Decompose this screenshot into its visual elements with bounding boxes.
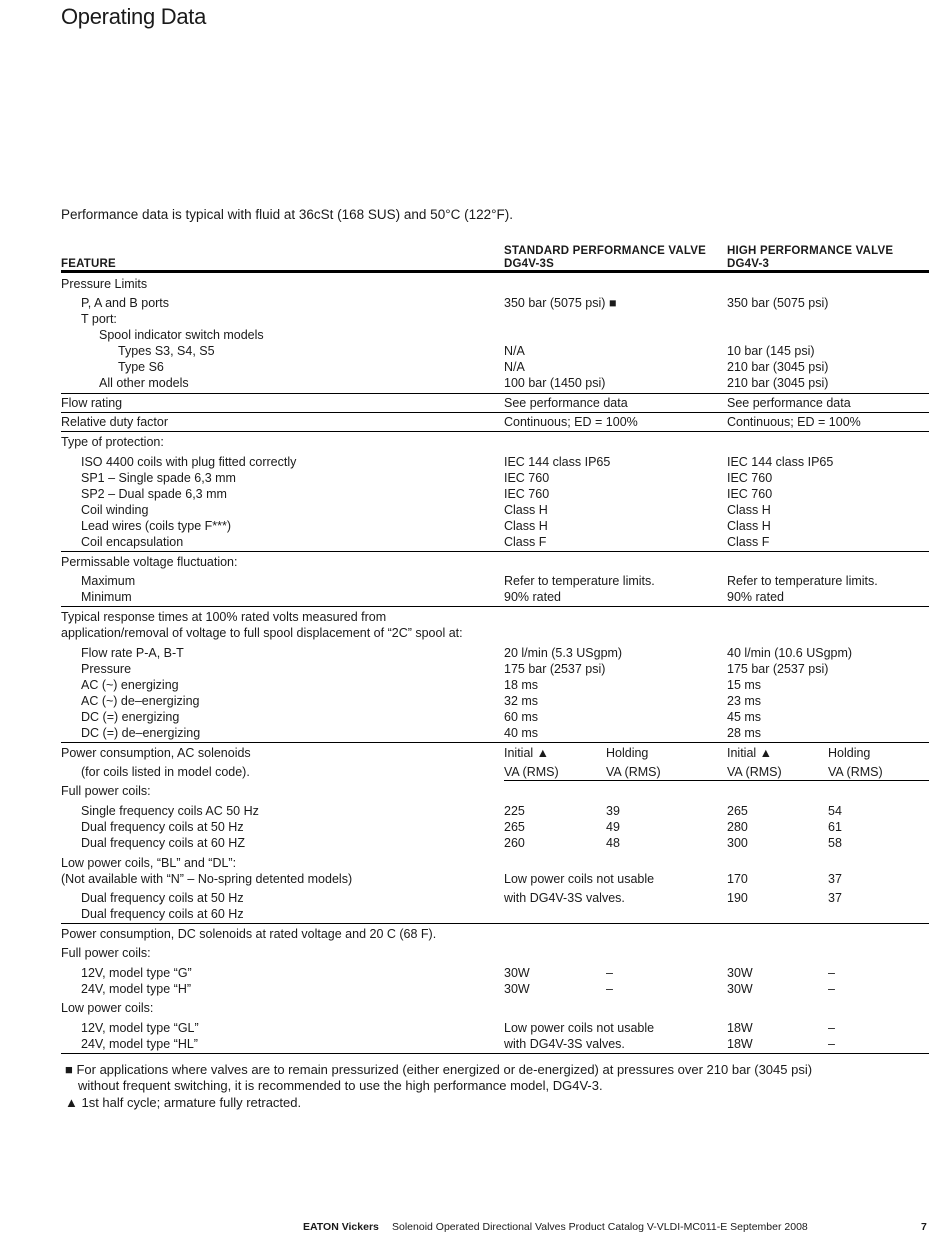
feature-cell: 24V, model type “H”	[81, 982, 192, 996]
high-value: IEC 144 class IP65	[727, 455, 834, 469]
high-value: IEC 760	[727, 487, 773, 501]
high-value: Class F	[727, 535, 770, 549]
table-row	[61, 855, 929, 871]
standard-value: with DG4V-3S valves.	[504, 891, 625, 905]
high-value: 18W	[727, 1021, 753, 1035]
table-row	[61, 945, 929, 961]
footnote-square	[65, 1062, 812, 1094]
standard-holding-value: –	[606, 966, 613, 980]
section-rule	[61, 606, 929, 607]
table-row	[61, 1000, 929, 1016]
high-value: IEC 760	[727, 471, 773, 485]
table-row	[61, 518, 929, 534]
feature-cell: AC (~) energizing	[81, 678, 179, 692]
high-holding-value: 61	[828, 820, 842, 834]
table-row	[61, 573, 929, 589]
high-value: 45 ms	[727, 710, 762, 724]
standard-holding-value: 48	[606, 836, 620, 850]
table-row	[61, 1036, 929, 1052]
table-row	[61, 783, 929, 799]
feature-cell: 12V, model type “GL”	[81, 1021, 199, 1035]
section-rule	[61, 923, 929, 924]
feature-cell: Full power coils:	[61, 784, 151, 798]
table-row	[61, 625, 929, 641]
standard-holding-value: 39	[606, 804, 620, 818]
table-row	[61, 343, 929, 359]
table-row	[61, 764, 929, 780]
table-row	[61, 589, 929, 605]
high-holding-value: 54	[828, 804, 842, 818]
footer-catalog: Solenoid Operated Directional Valves Product Catalog V-VLDI-MC011-E September 2008	[392, 1221, 808, 1233]
feature-cell: Dual frequency coils at 60 Hz	[81, 907, 244, 921]
table-row	[61, 709, 929, 725]
standard-value: 225	[504, 804, 525, 818]
feature-cell: (Not available with “N” – No-spring detented models)	[61, 872, 353, 886]
high-value: VA (RMS)	[727, 765, 782, 779]
feature-cell: SP2 – Dual spade 6,3 mm	[81, 487, 227, 501]
feature-cell: Spool indicator switch models	[99, 328, 264, 342]
table-row	[61, 534, 929, 550]
high-value: 23 ms	[727, 694, 762, 708]
high-value: 28 ms	[727, 726, 762, 740]
high-holding-value: –	[828, 966, 835, 980]
standard-value: See performance data	[504, 396, 628, 410]
section-rule	[61, 393, 929, 394]
table-row	[61, 414, 929, 430]
standard-value: N/A	[504, 344, 525, 358]
standard-value: Refer to temperature limits.	[504, 574, 655, 588]
feature-cell: ISO 4400 coils with plug fitted correctly	[81, 455, 297, 469]
table-row	[61, 890, 929, 906]
table-row	[61, 803, 929, 819]
standard-value: Continuous; ED = 100%	[504, 415, 638, 429]
high-value: 90% rated	[727, 590, 784, 604]
table-row	[61, 554, 929, 570]
standard-value: 175 bar (2537 psi)	[504, 662, 606, 676]
standard-value: 100 bar (1450 psi)	[504, 376, 606, 390]
header-feature: FEATURE	[61, 258, 116, 270]
standard-value: 40 ms	[504, 726, 539, 740]
table-row	[61, 645, 929, 661]
section-rule	[61, 551, 929, 552]
high-value: Class H	[727, 503, 771, 517]
feature-cell: AC (~) de–energizing	[81, 694, 200, 708]
feature-cell: Permissable voltage fluctuation:	[61, 555, 238, 569]
table-row	[61, 395, 929, 411]
feature-cell: Dual frequency coils at 50 Hz	[81, 820, 244, 834]
table-row	[61, 454, 929, 470]
feature-cell: All other models	[99, 376, 189, 390]
standard-value: 90% rated	[504, 590, 561, 604]
feature-cell: Typical response times at 100% rated volts measured from	[61, 610, 387, 624]
footnote-triangle: ▲ 1st half cycle; armature fully retracted.	[65, 1095, 302, 1110]
standard-value: 350 bar (5075 psi) ■	[504, 296, 617, 310]
high-value: 15 ms	[727, 678, 762, 692]
high-value: Class H	[727, 519, 771, 533]
header-standard-line1: STANDARD PERFORMANCE VALVE	[504, 245, 706, 257]
table-row	[61, 470, 929, 486]
standard-holding-value: Holding	[606, 746, 649, 760]
feature-cell: Low power coils, “BL” and “DL”:	[61, 856, 237, 870]
high-holding-value: –	[828, 1037, 835, 1051]
table-row	[61, 835, 929, 851]
page-title: Operating Data	[61, 4, 206, 29]
table-row	[61, 502, 929, 518]
table-row	[61, 926, 929, 942]
footer-brand: EATON Vickers	[303, 1221, 379, 1233]
standard-value: Class H	[504, 519, 548, 533]
table-row	[61, 609, 929, 625]
high-value: 30W	[727, 966, 753, 980]
standard-holding-value: 49	[606, 820, 620, 834]
feature-cell: DC (=) de–energizing	[81, 726, 201, 740]
feature-cell: Coil encapsulation	[81, 535, 184, 549]
high-value: Refer to temperature limits.	[727, 574, 878, 588]
standard-value: Low power coils not usable	[504, 1021, 655, 1035]
feature-cell: Lead wires (coils type F***)	[81, 519, 232, 533]
feature-cell: (for coils listed in model code).	[81, 765, 250, 779]
feature-cell: Pressure Limits	[61, 277, 148, 291]
feature-cell: T port:	[81, 312, 117, 326]
feature-cell: Type of protection:	[61, 435, 164, 449]
feature-cell: Single frequency coils AC 50 Hz	[81, 804, 259, 818]
high-value: 280	[727, 820, 748, 834]
high-holding-value: –	[828, 1021, 835, 1035]
feature-cell: Types S3, S4, S5	[118, 344, 215, 358]
table-row	[61, 981, 929, 997]
table-row	[61, 1020, 929, 1036]
section-rule	[61, 742, 929, 743]
table-row	[61, 819, 929, 835]
high-value: 170	[727, 872, 748, 886]
feature-cell: Flow rating	[61, 396, 123, 410]
feature-cell: 24V, model type “HL”	[81, 1037, 198, 1051]
standard-value: IEC 760	[504, 487, 550, 501]
feature-cell: 12V, model type “G”	[81, 966, 192, 980]
feature-cell: DC (=) energizing	[81, 710, 180, 724]
header-standard-line2: DG4V-3S	[504, 258, 554, 270]
standard-value: 32 ms	[504, 694, 539, 708]
feature-cell: Low power coils:	[61, 1001, 154, 1015]
feature-cell: Full power coils:	[61, 946, 151, 960]
feature-cell: Relative duty factor	[61, 415, 168, 429]
feature-cell: Pressure	[81, 662, 132, 676]
va-rms-underline	[504, 780, 929, 781]
table-row	[61, 661, 929, 677]
table-row	[61, 295, 929, 311]
table-row	[61, 434, 929, 450]
standard-value: with DG4V-3S valves.	[504, 1037, 625, 1051]
feature-cell: Minimum	[81, 590, 132, 604]
high-value: 175 bar (2537 psi)	[727, 662, 829, 676]
table-row	[61, 375, 929, 391]
footnote-square-line1: ■ For applications where valves are to remain pressurized (either energized or de-energized) at pressures over 210 bar (3045 psi)	[65, 1062, 813, 1077]
standard-value: 18 ms	[504, 678, 539, 692]
footnote-square-line2: without frequent switching, it is recommended to use the high performance model, DG4V-3.	[78, 1078, 603, 1093]
standard-value: VA (RMS)	[504, 765, 559, 779]
table-row	[61, 725, 929, 741]
standard-value: N/A	[504, 360, 525, 374]
standard-value: 30W	[504, 982, 530, 996]
high-value: 18W	[727, 1037, 753, 1051]
table-row	[61, 486, 929, 502]
table-row	[61, 693, 929, 709]
table-row	[61, 745, 929, 761]
high-value: See performance data	[727, 396, 851, 410]
high-value: Initial ▲	[727, 746, 773, 760]
standard-value: 260	[504, 836, 525, 850]
header-rule	[61, 270, 929, 273]
high-value: 210 bar (3045 psi)	[727, 376, 829, 390]
feature-cell: Dual frequency coils at 60 HZ	[81, 836, 245, 850]
high-holding-value: –	[828, 982, 835, 996]
feature-cell: P, A and B ports	[81, 296, 170, 310]
page-number: 7	[921, 1221, 927, 1233]
section-rule	[61, 431, 929, 432]
high-value: 40 l/min (10.6 USgpm)	[727, 646, 853, 660]
high-value: 210 bar (3045 psi)	[727, 360, 829, 374]
high-value: Continuous; ED = 100%	[727, 415, 861, 429]
high-value: 10 bar (145 psi)	[727, 344, 815, 358]
table-row	[61, 906, 929, 922]
standard-value: Class F	[504, 535, 547, 549]
section-rule	[61, 1053, 929, 1054]
intro-text: Performance data is typical with fluid at 36cSt (168 SUS) and 50°C (122°F).	[61, 207, 514, 222]
high-holding-value: 37	[828, 872, 842, 886]
section-rule	[61, 412, 929, 413]
table-row	[61, 965, 929, 981]
high-value: 190	[727, 891, 748, 905]
feature-cell: Flow rate P-A, B-T	[81, 646, 184, 660]
feature-cell: SP1 – Single spade 6,3 mm	[81, 471, 236, 485]
table-row	[61, 871, 929, 887]
standard-value: 20 l/min (5.3 USgpm)	[504, 646, 623, 660]
standard-value: 265	[504, 820, 525, 834]
standard-value: 30W	[504, 966, 530, 980]
table-row	[61, 359, 929, 375]
high-holding-value: 37	[828, 891, 842, 905]
high-value: 350 bar (5075 psi)	[727, 296, 829, 310]
table-row	[61, 311, 929, 327]
high-holding-value: 58	[828, 836, 842, 850]
feature-cell: Type S6	[118, 360, 164, 374]
feature-cell: Power consumption, AC solenoids	[61, 746, 251, 760]
table-row	[61, 276, 929, 292]
header-high-line1: HIGH PERFORMANCE VALVE	[727, 245, 894, 257]
header-high-line2: DG4V-3	[727, 258, 770, 270]
high-value: 300	[727, 836, 748, 850]
standard-value: Low power coils not usable	[504, 872, 655, 886]
table-row	[61, 677, 929, 693]
standard-holding-value: VA (RMS)	[606, 765, 661, 779]
standard-value: IEC 760	[504, 471, 550, 485]
feature-cell: Dual frequency coils at 50 Hz	[81, 891, 244, 905]
feature-cell: application/removal of voltage to full spool displacement of “2C” spool at:	[61, 626, 463, 640]
feature-cell: Maximum	[81, 574, 136, 588]
standard-value: 60 ms	[504, 710, 539, 724]
high-holding-value: Holding	[828, 746, 871, 760]
table-row	[61, 327, 929, 343]
high-value: 30W	[727, 982, 753, 996]
high-value: 265	[727, 804, 748, 818]
high-holding-value: VA (RMS)	[828, 765, 883, 779]
standard-value: IEC 144 class IP65	[504, 455, 611, 469]
feature-cell: Power consumption, DC solenoids at rated voltage and 20 C (68 F).	[61, 927, 437, 941]
standard-value: Class H	[504, 503, 548, 517]
standard-holding-value: –	[606, 982, 613, 996]
standard-value: Initial ▲	[504, 746, 550, 760]
feature-cell: Coil winding	[81, 503, 149, 517]
